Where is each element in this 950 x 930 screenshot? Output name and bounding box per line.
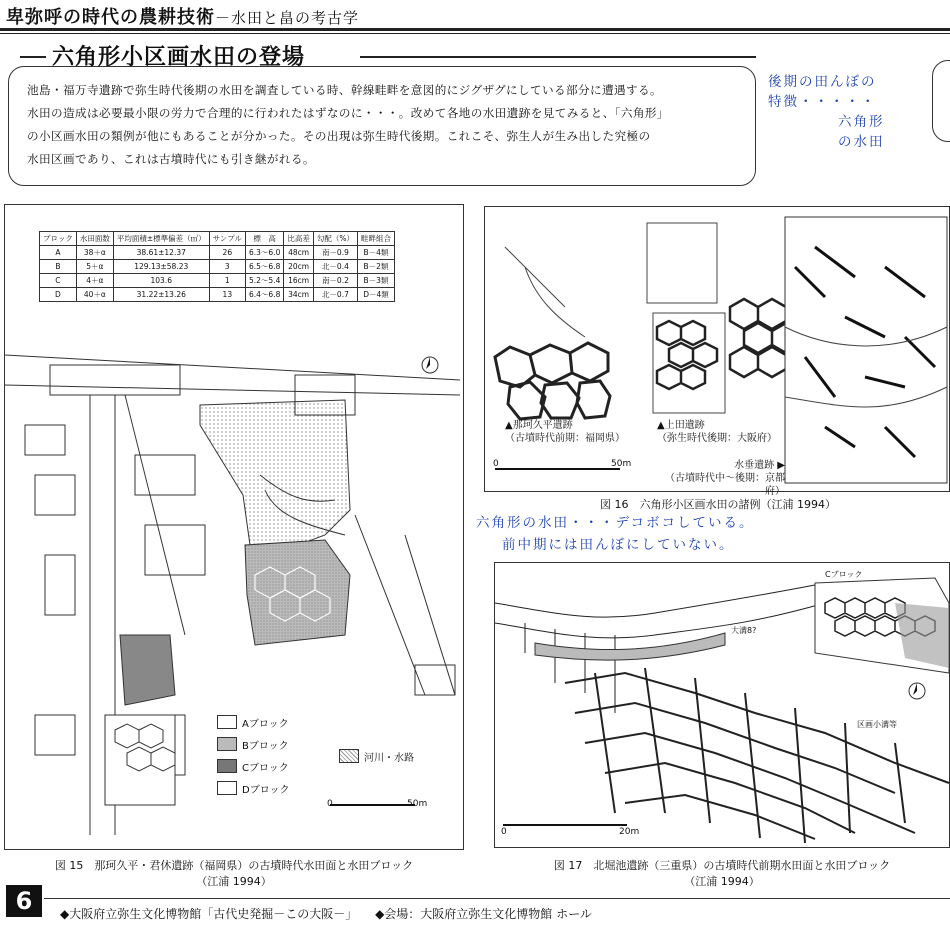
table-cell: 5＋α — [76, 260, 113, 274]
footer-publication: ◆大阪府立弥生文化博物館「古代史発掘－この大阪－」 — [60, 907, 358, 921]
kitahoriike-paddy-map — [495, 563, 949, 847]
scale-end-label: 50m — [611, 459, 632, 469]
legend-label: 河川・水路 — [364, 752, 414, 764]
table-header: 平均面積±標準偏差（㎡） — [113, 232, 209, 246]
scale-zero-label: 0 — [501, 827, 507, 837]
scale-zero-label: 0 — [327, 799, 333, 809]
annotation-note-2 — [476, 512, 754, 556]
table-row — [40, 288, 395, 302]
block-a-area — [200, 400, 350, 550]
scale-end-label: 20m — [619, 827, 640, 837]
legend-swatch — [217, 737, 237, 751]
caption-line: 図 15 那珂久平・君休遺跡（福岡県）の古墳時代水田面と水田ブロック — [54, 859, 414, 872]
figure-17-caption — [494, 858, 950, 890]
figure-16-caption: 図 16 六角形小区画水田の諸例（江浦 1994） — [600, 498, 836, 511]
legend-swatch — [217, 781, 237, 795]
table-header: 水田面数 — [76, 232, 113, 246]
footer-rule — [44, 898, 950, 899]
caption-line: 図 17 北堀池遺跡（三重県）の古墳時代前期水田面と水田ブロック — [553, 859, 891, 872]
legend-label: Bブロック — [242, 740, 289, 752]
page-header-title — [6, 3, 359, 29]
table-cell: 4＋α — [76, 274, 113, 288]
label-canal: 大溝8? — [731, 626, 757, 635]
table-cell: 5.2～5.4 — [245, 274, 283, 288]
table-cell: 26 — [209, 246, 245, 260]
scale-end-label: 50m — [407, 799, 428, 809]
figure-17-panel — [494, 562, 950, 848]
table-cell: 40＋α — [76, 288, 113, 302]
block-d-area — [105, 715, 175, 805]
figure-15-caption — [4, 858, 464, 890]
legend-label: Dブロック — [242, 784, 290, 796]
intro-line: の小区画水田の類例が他にもあることが分かった。その出現は弥生時代後期。これこそ、弥生人が生み出した究極の — [27, 129, 651, 143]
legend-item — [217, 733, 290, 755]
header-rule-thin — [0, 33, 950, 34]
table-cell: 北－0.4 — [313, 260, 357, 274]
site-label-nakakudaira — [505, 419, 625, 445]
table-cell: 20cm — [284, 260, 314, 274]
table-cell: B－3類 — [357, 274, 394, 288]
header-title: 卑弥呼の時代の農耕技術 — [6, 7, 215, 28]
intro-line: 池島・福万寺遺跡で弥生時代後期の水田を調査している時、幹線畦畔を意図的にジグザグにしている部分に遭遇する。 — [27, 83, 662, 97]
block-statistics-table — [39, 231, 395, 302]
legend-item — [217, 755, 290, 777]
figure-15-panel — [4, 204, 464, 850]
table-cell: D — [40, 288, 77, 302]
table-cell: 129.13±58.23 — [113, 260, 209, 274]
block-b-area — [245, 540, 350, 645]
table-cell: 38.61±12.37 — [113, 246, 209, 260]
legend-item — [217, 777, 290, 799]
footer-text — [60, 905, 592, 922]
table-cell: 3 — [209, 260, 245, 274]
site-period: （古墳時代中～後期：京都府） — [665, 473, 785, 497]
table-row — [40, 246, 395, 260]
table-cell: D－4類 — [357, 288, 394, 302]
site-label-ueda — [657, 419, 777, 445]
note-line: 特徴・・・・・ — [768, 94, 877, 110]
caption-line: （江浦 1994） — [684, 875, 760, 888]
section-rule-right — [360, 56, 756, 58]
legend-swatch — [339, 749, 359, 763]
intro-text-box — [8, 66, 756, 186]
scale-zero-label: 0 — [493, 459, 499, 469]
note-line: の水田 — [838, 134, 885, 150]
legend-label: Aブロック — [242, 718, 289, 730]
table-cell: B－2類 — [357, 260, 394, 274]
note-line: 後期の田んぼの — [768, 74, 877, 90]
table-header: 比高差 — [284, 232, 314, 246]
table-cell: 38＋α — [76, 246, 113, 260]
table-cell: A — [40, 246, 77, 260]
site-name: ▲上田遺跡 — [657, 420, 705, 431]
note-line: 前中期には田んぼにしていない。 — [502, 537, 735, 553]
table-row — [40, 260, 395, 274]
site-name: 水垂遺跡 ▶ — [734, 460, 785, 471]
label-c-block: Cブロック — [825, 570, 863, 579]
table-cell: C — [40, 274, 77, 288]
site-period: （弥生時代後期：大阪府） — [657, 433, 777, 444]
label-small-ditch: 区画小溝等 — [857, 720, 897, 729]
table-cell: 6.5～6.8 — [245, 260, 283, 274]
legend-item-river — [339, 745, 414, 767]
caption-line: （江浦 1994） — [196, 875, 272, 888]
intro-line: 水田の造成は必要最小限の労力で合理的に行われたはずなのに・・・。改めて各地の水田遺跡を見てみると、「六角形」 — [27, 106, 669, 120]
table-cell: 1 — [209, 274, 245, 288]
table-cell: B－4類 — [357, 246, 394, 260]
note-line: 六角形の水田・・・デコボコしている。 — [476, 515, 755, 531]
table-cell: 34cm — [284, 288, 314, 302]
site-name: ▲那珂久平遺跡 — [505, 420, 573, 431]
table-header: 勾配（%） — [313, 232, 357, 246]
figure-16-panel — [484, 206, 950, 497]
header-subtitle: －水田と畠の考古学 — [215, 9, 360, 27]
table-cell: 31.22±13.26 — [113, 288, 209, 302]
table-cell: 6.3～6.0 — [245, 246, 283, 260]
page-number: 6 — [6, 885, 42, 917]
table-cell: 103.6 — [113, 274, 209, 288]
section-rule-left — [20, 56, 46, 58]
table-header: ブロック — [40, 232, 77, 246]
table-cell: 南－0.9 — [313, 246, 357, 260]
section-title: 六角形小区画水田の登場 — [48, 40, 309, 71]
table-cell: 南－0.2 — [313, 274, 357, 288]
table-cell: 13 — [209, 288, 245, 302]
intro-line: 水田区画であり、これは古墳時代にも引き継がれる。 — [27, 152, 315, 166]
site-period: （古墳時代前期：福岡県） — [505, 433, 625, 444]
table-header-row — [40, 232, 395, 246]
table-cell: 北－0.7 — [313, 288, 357, 302]
site-label-mizutare — [651, 459, 785, 498]
table-header: サンプル — [209, 232, 245, 246]
map-legend — [217, 711, 290, 799]
table-row — [40, 274, 395, 288]
legend-label: Cブロック — [242, 762, 289, 774]
header-rule — [0, 28, 950, 31]
footer-venue: ◆会場：大阪府立弥生文化博物館 ホール — [375, 907, 592, 921]
legend-swatch — [217, 715, 237, 729]
annotation-note-1 — [768, 72, 885, 152]
block-c-area — [120, 635, 175, 705]
table-cell: 6.4～6.8 — [245, 288, 283, 302]
decorative-arc — [932, 60, 950, 142]
hexagonal-paddy-examples — [485, 207, 949, 491]
table-cell: B — [40, 260, 77, 274]
table-cell: 48cm — [284, 246, 314, 260]
note-line: 六角形 — [838, 114, 885, 130]
table-header: 標 高 — [245, 232, 283, 246]
table-cell: 16cm — [284, 274, 314, 288]
legend-swatch — [217, 759, 237, 773]
table-header: 畦畔組合 — [357, 232, 394, 246]
legend-item — [217, 711, 290, 733]
